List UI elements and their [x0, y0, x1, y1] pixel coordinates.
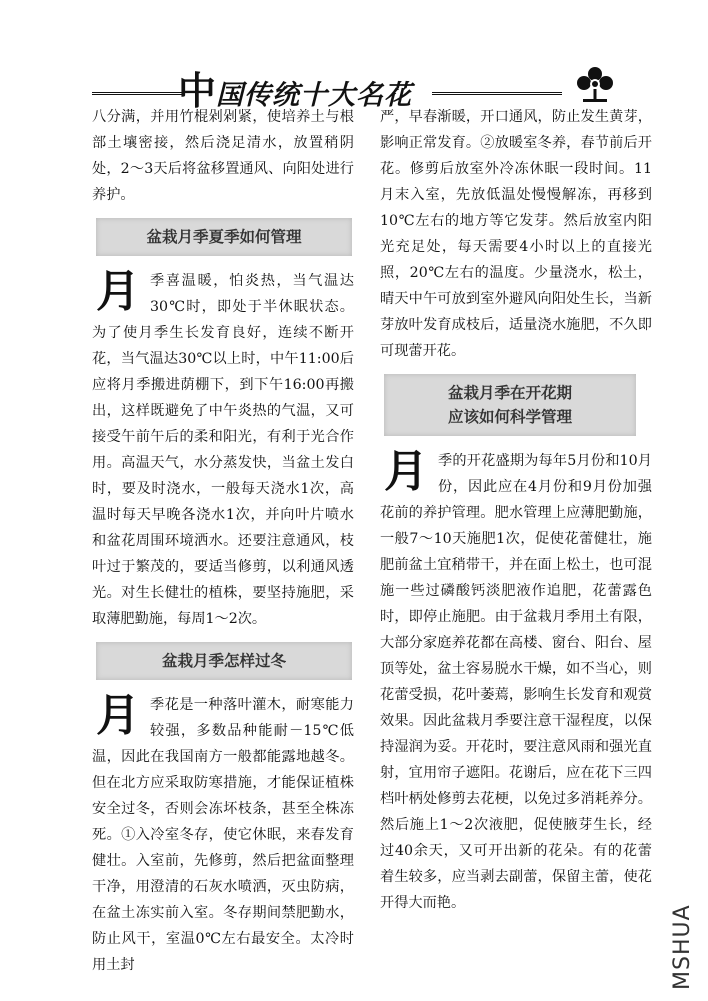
series-title-rest: 国传统十大名花	[216, 80, 413, 111]
summer-paragraph	[92, 268, 354, 632]
dropcap-summer: 月	[96, 266, 140, 317]
header-rule-left	[92, 92, 182, 95]
summer-body: 季喜温暖，怕炎热，当气温达30℃时，即处于半休眠状态。为了使月季生长发育良好，连续不断开花，当气温达30℃以上时，中午11:00后应将月季搬进荫棚下，到下午16:00再搬出，这样既避免了中午炎热的气温，又可接受午前午后的柔和阳光，有利于光合作用。高温天气，水分蒸发快，当盆土发白时，要及时浇水，一般每天浇水1次，高温时每天早晚各浇水1次，并向叶片喷水和盆花周围环境洒水。还要注意通风，枝叶过于繁茂的，要适当修剪，以利通风透光。对生长健壮的植株，要坚持施肥，采取薄肥勤施，每周1～2次。	[92, 273, 354, 627]
intro-paragraph: 八分满，并用竹棍剁剁紧，使培养土与根部土壤密接，然后浇足清水，放置稍阴处，2～3天后将盆移置通风、向阳处进行养护。	[92, 109, 354, 203]
bloom-body: 季的开花盛期为每年5月份和10月份，因此应在4月份和9月份加强花前的养护管理。肥水管理上应薄肥勤施，一般7～10天施肥1次，促使花蕾健壮，施肥前盆土宜稍带干，并在面上松土，也可混施一些过磷酸钙淡肥液作追肥，花蕾露色时，即停止施肥。由于盆栽月季用土有限，大部分家庭养花都在高楼、窗台、阳台、屋顶等处，盆土容易脱水干燥，如不当心，则花蕾受损，花叶萎蔫，影响生长发育和观赏效果。因此盆栽月季要注意干湿程度，以保持湿润为妥。开花时，要注意风雨和强光直射，宜用帘子遮阳。花谢后，应在花下三四档叶柄处修剪去花梗，以免过多消耗养分。然后施上1～2次液肥，促使腋芽生长，经过40余天，又可开出新的花朵。有的花蕾着生较多，应当剥去副蕾，保留主蕾，使花开得大而艳。	[380, 453, 652, 911]
dropcap-winter: 月	[96, 690, 140, 741]
section-title-winter: 盆栽月季怎样过冬	[96, 642, 352, 680]
section-title-bloom-line2: 应该如何科学管理	[447, 408, 572, 426]
series-title	[178, 60, 413, 113]
winter-body: 季花是一种落叶灌木，耐寒能力较强，多数品种能耐－15℃低温，因此在我国南方一般都能露地越冬。但在北方应采取防寒措施，才能保证植株安全过冬，否则会冻坏枝条，甚至全株冻死。①入冷室冬存，使它休眠，来春发育健壮。入室前，先修剪，然后把盆面整理干净，用澄清的石灰水喷洒，灭虫防病，在盆土冻实前入室。冬存期间禁肥勤水，防止风干，室温0℃左右最安全。太冷时用土封	[92, 697, 354, 973]
winter-paragraph	[92, 692, 354, 978]
bloom-paragraph	[380, 448, 652, 916]
section-title-summer: 盆栽月季夏季如何管理	[96, 218, 352, 256]
watermark-text: MSHUA	[670, 904, 695, 990]
section-title-bloom	[384, 374, 636, 436]
series-title-first-char: 中	[178, 69, 217, 113]
winter-continued-paragraph: 严，早春渐暖，开口通风，防止发生黄芽，影响正常发育。②放暖室冬养，春节前后开花。修剪后放室外冷冻休眠一段时间。11月末入室，先放低温处慢慢解冻，再移到10℃左右的地方等它发芽。然后放室内阳光充足处，每天需要4小时以上的直接光照，20℃左右的温度。少量浇水，松土，晴天中午可放到室外避风向阳处生长，当新芽放叶发育成枝后，适量浇水施肥，不久即可现蕾开花。	[380, 109, 652, 359]
flower-logo-icon	[573, 62, 617, 106]
left-column	[92, 104, 354, 978]
right-column	[380, 104, 652, 916]
section-title-bloom-line1: 盆栽月季在开花期	[447, 384, 572, 402]
dropcap-bloom: 月	[384, 446, 428, 497]
header-rule-right	[432, 92, 562, 95]
page-header	[0, 58, 708, 113]
